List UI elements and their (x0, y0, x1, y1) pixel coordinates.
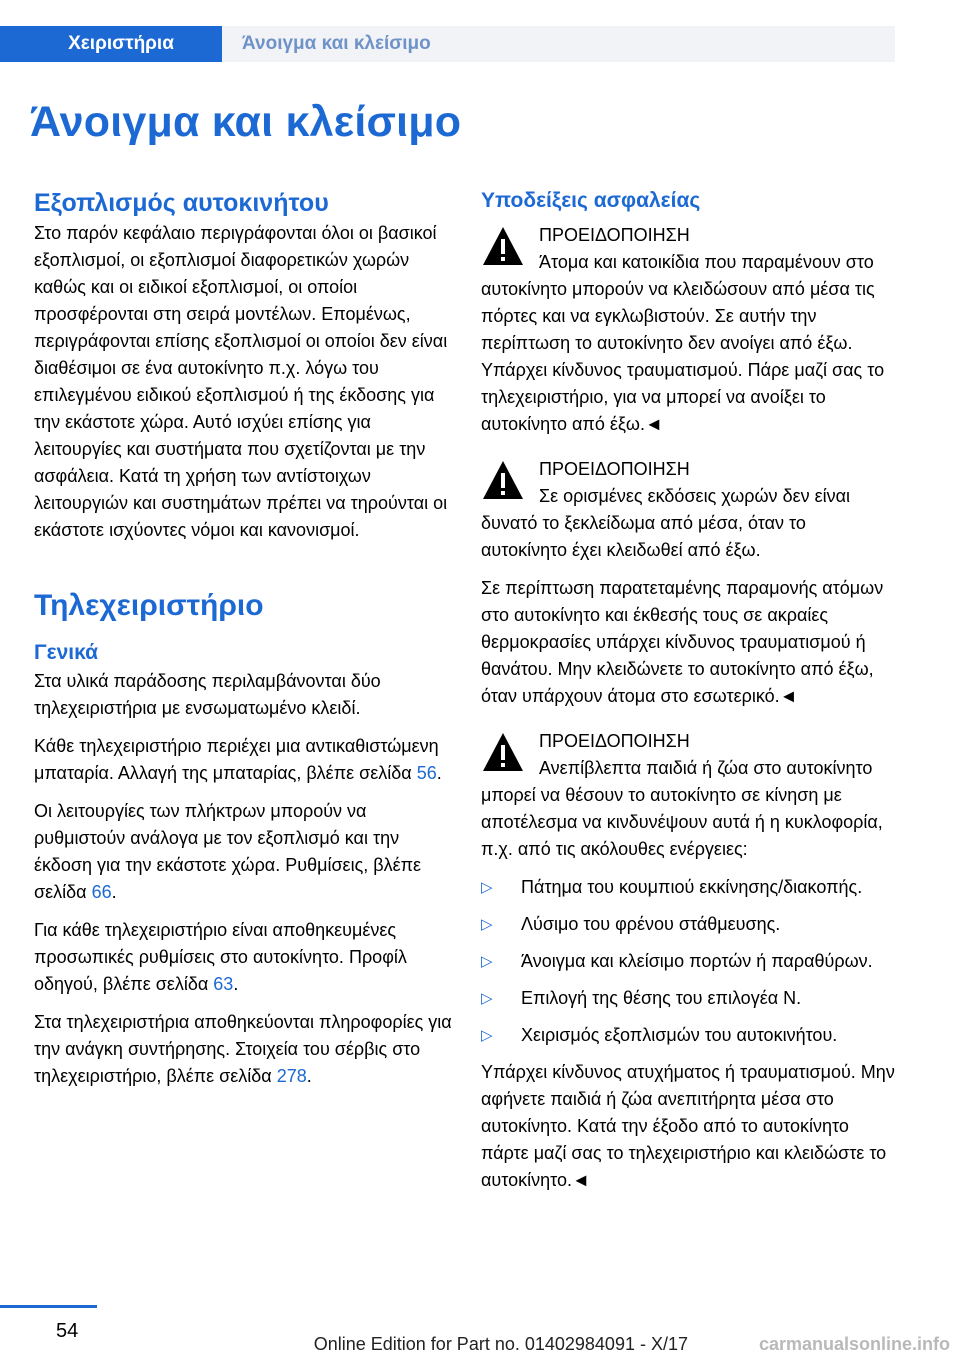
triangle-bullet-icon: ▷ (481, 1027, 493, 1044)
warning-label: ΠΡΟΕΙΔΟΠΟΙΗΣΗ (539, 731, 690, 751)
page-link-278[interactable]: 278 (276, 1066, 307, 1086)
page-number: 54 (56, 1320, 79, 1342)
triangle-bullet-icon: ▷ (481, 916, 493, 933)
list-item-text: Χειρισμός εξοπλισμών του αυτοκινήτου. (521, 1025, 838, 1045)
paragraph-buttons (34, 798, 452, 906)
list-item (481, 1022, 896, 1049)
warning-triangle-icon (481, 731, 525, 773)
paragraph-profiles-end: . (233, 974, 239, 994)
tab-controls[interactable]: Χειριστήρια (0, 26, 222, 62)
list-item-text: Άνοιγμα και κλείσιμο πορτών ή παραθύρων. (521, 951, 873, 971)
list-item (481, 985, 896, 1012)
paragraph-battery-text: Κάθε τηλεχειριστήριο περιέχει μια αντικαθιστώμενη μπαταρία. Αλλαγή της μπαταρίας, βλέπε σελίδα (34, 736, 439, 783)
left-column (34, 186, 452, 1101)
paragraph-profiles-text: Για κάθε τηλεχειριστήριο είναι αποθηκευμένες προσωπικές ρυθμίσεις στο αυτοκίνητο. Προφίλ οδηγού, βλέπε σελίδα (34, 920, 407, 994)
page-link-56[interactable]: 56 (416, 763, 437, 783)
paragraph-battery (34, 733, 452, 787)
triangle-bullet-icon: ▷ (481, 879, 493, 896)
right-column (481, 186, 896, 1212)
page-link-63[interactable]: 63 (213, 974, 234, 994)
paragraph-buttons-text: Οι λειτουργίες των πλήκτρων μπορούν να ρυθμιστούν ανάλογα με τον εξοπλισμό και την έκδοση για την εκάστοτε χώρα. Ρυθμίσεις, βλέπε σελίδα (34, 801, 422, 902)
paragraph-service-end: . (306, 1066, 312, 1086)
warning-block-2 (481, 456, 896, 710)
general-heading: Γενικά (34, 641, 99, 664)
list-item-text: Επιλογή της θέσης του επιλογέα N. (521, 988, 802, 1008)
warning-triangle-icon (481, 459, 525, 501)
safety-heading: Υποδείξεις ασφαλείας (481, 189, 701, 212)
paragraph-battery-end: . (436, 763, 442, 783)
list-item (481, 911, 896, 938)
warning-block-3 (481, 728, 896, 1194)
triangle-bullet-icon: ▷ (481, 990, 493, 1007)
paragraph-profiles (34, 917, 452, 998)
paragraph-service-text: Στα τηλεχειριστήρια αποθηκεύονται πληροφορίες για την ανάγκη συντήρησης. Στοιχεία του σέρβις στο τηλεχειριστήριο, βλέπε σελίδα (34, 1012, 452, 1086)
footer-rule (0, 1305, 97, 1308)
list-item (481, 948, 896, 975)
triangle-bullet-icon: ▷ (481, 953, 493, 970)
warning-text-2b: Σε περίπτωση παρατεταμένης παραμονής ατόμων στο αυτοκίνητο και έκθεσής τους σε ακραίες θερμοκρασίες υπάρχει κίνδυνος τραυματισμού ή θανάτου. Μην κλειδώνετε το αυτοκίνητο από έξω, όταν υπάρχουν άτομα στο εσωτερικό.◄ (481, 578, 884, 706)
warning-label: ΠΡΟΕΙΔΟΠΟΙΗΣΗ (539, 225, 690, 245)
list-item-text: Πάτημα του κουμπιού εκκίνησης/διακοπής. (521, 877, 863, 897)
page-title: Άνοιγμα και κλείσιμο (30, 98, 462, 146)
paragraph-service (34, 1009, 452, 1090)
page-link-66[interactable]: 66 (91, 882, 112, 902)
list-item (481, 874, 896, 901)
equipment-text: Στο παρόν κεφάλαιο περιγράφονται όλοι οι βασικοί εξοπλισμοί, οι εξοπλισμοί διαφορετικών χωρών καθώς και οι ειδικοί εξοπλισμοί, οι οποίοι προσφέρονται στη σειρά μοντέλων. Επομένως, περιγράφονται επίσης εξοπλισμοί οι οποίοι δεν είναι διαθέσιμοι σε ένα αυτοκίνητο π.χ. λόγω του επιλεγμένου ειδικού εξοπλισμού ή της έκδοσης για την εκάστοτε χώρα. Αυτό ισχύει επίσης για λειτουργίες και συστήματα που σχετίζονται με την ασφάλεια. Κατά τη χρήση των αντίστοιχων λειτουργιών και συστημάτων πρέπει να τηρούνται οι εκάστοτε ισχύοντες νόμοι και κανονισμοί. (34, 223, 448, 540)
remote-control-heading: Τηλεχειριστήριο (34, 589, 264, 622)
equipment-heading: Εξοπλισμός αυτοκινήτου (34, 189, 329, 217)
warning-text-2: Σε ορισμένες εκδόσεις χωρών δεν είναι δυνατό το ξεκλείδωμα από μέσα, όταν το αυτοκίνητο έχει κλειδωθεί από έξω. (481, 486, 851, 560)
bullet-list (481, 874, 896, 1049)
warning-block-1 (481, 222, 896, 438)
warning-text-1: Άτομα και κατοικίδια που παραμένουν στο αυτοκίνητο μπορούν να κλειδώσουν από μέσα τις πόρτες και να εγκλωβιστούν. Σε αυτήν την περίπτωση το αυτοκίνητο δεν ανοίγει από έξω. Υπάρχει κίνδυνος τραυματισμού. Πάρε μαζί σας το τηλεχειριστήριο, για να μπορεί να ανοίξει το αυτοκίνητο από έξω.◄ (481, 252, 885, 434)
paragraph-delivery: Στα υλικά παράδοσης περιλαμβάνονται δύο τηλεχειριστήρια με ενσωματωμένο κλειδί. (34, 671, 381, 718)
list-item-text: Λύσιμο του φρένου στάθμευσης. (521, 914, 781, 934)
edition-note: Online Edition for Part no. 01402984091 - X/17 (313, 1334, 688, 1354)
warning-text-3-end: Υπάρχει κίνδυνος ατυχήματος ή τραυματισμού. Μην αφήνετε παιδιά ή ζώα ανεπιτήρητα μέσα στο αυτοκίνητο. Κατά την έξοδο από το αυτοκίνητο πάρτε μαζί σας το τηλεχειριστήριο και κλειδώστε το αυτοκίνητο.◄ (481, 1062, 895, 1190)
watermark: carmanualsonline.info (758, 1334, 950, 1354)
warning-label: ΠΡΟΕΙΔΟΠΟΙΗΣΗ (539, 459, 690, 479)
warning-triangle-icon (481, 225, 525, 267)
paragraph-buttons-end: . (111, 882, 117, 902)
header-tab-bar (0, 26, 895, 62)
tab-opening-closing[interactable]: Άνοιγμα και κλείσιμο (222, 26, 895, 62)
warning-text-3: Ανεπίβλεπτα παιδιά ή ζώα στο αυτοκίνητο μπορεί να θέσουν το αυτοκίνητο σε κίνηση με αποτέλεσμα να κινδυνέψουν αυτά ή η κυκλοφορία, π.χ. από τις ακόλουθες ενέργειες: (481, 758, 883, 859)
